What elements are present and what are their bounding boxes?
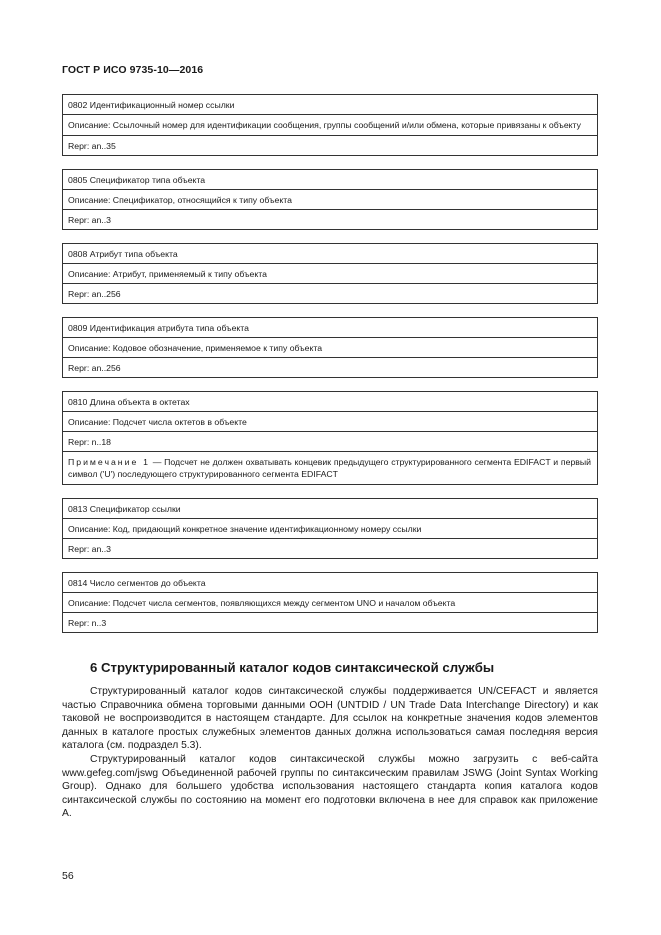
element-repr: Repr: an..256 [63,358,597,378]
element-table-0809 [62,317,598,378]
element-repr: Repr: n..18 [63,432,597,452]
paragraph: Структурированный каталог кодов синтаксической службы можно загрузить с веб-сайта www.gefeg.com/jswg Объединенной рабочей группы по синтаксическим правилам JSWG (Joint Syntax Working Group). Однако для большего удобства использования настоящего стандарта копия каталога кодов синтаксической службы по состоянию на момент его подготовки включена в нее для справок как приложение А. [62,753,598,820]
element-table-0808 [62,243,598,304]
element-title: 0809 Идентификация атрибута типа объекта [63,318,597,338]
element-title: 0813 Спецификатор ссылки [63,499,597,519]
element-title: 0805 Спецификатор типа объекта [63,170,597,190]
element-description: Описание: Кодовое обозначение, применяемое к типу объекта [63,338,597,358]
element-description: Описание: Спецификатор, относящийся к типу объекта [63,190,597,210]
element-title: 0810 Длина объекта в октетах [63,392,597,412]
element-repr: Repr: an..3 [63,210,597,230]
element-table-0814 [62,572,598,633]
element-repr: Repr: an..3 [63,539,597,559]
element-note [63,452,597,485]
element-repr: Repr: an..35 [63,136,597,156]
element-description: Описание: Ссылочный номер для идентификации сообщения, группы сообщений и/или обмена, которые привязаны к объекту [63,115,597,136]
element-repr: Repr: an..256 [63,284,597,304]
note-text: — Подсчет не должен охватывать концевик предыдущего структурированного сегмента EDIFACT и первый символ ('U') последующего структурированного сегмента EDIFACT [68,457,592,479]
element-title: 0802 Идентификационный номер ссылки [63,95,597,115]
element-description: Описание: Атрибут, применяемый к типу объекта [63,264,597,284]
element-repr: Repr: n..3 [63,613,597,633]
element-title: 0814 Число сегментов до объекта [63,573,597,593]
element-description: Описание: Код, придающий конкретное значение идентификационному номеру ссылки [63,519,597,539]
document-header: ГОСТ Р ИСО 9735-10—2016 [62,64,204,76]
element-table-0802 [62,94,598,156]
note-label: Примечание 1 [68,457,150,467]
section-heading: 6 Структурированный каталог кодов синтаксической службы [90,660,495,675]
element-table-0805 [62,169,598,230]
element-table-0813 [62,498,598,559]
section-body [62,685,598,821]
element-table-0810 [62,391,598,485]
element-description: Описание: Подсчет числа октетов в объекте [63,412,597,432]
element-description: Описание: Подсчет числа сегментов, появляющихся между сегментом UNO и началом объекта [63,593,597,613]
paragraph: Структурированный каталог кодов синтаксической службы поддерживается UN/CEFACT и является частью Справочника обмена торговыми данными ООН (UNTDID / UN Trade Data Interchange Directory) и как таковой не воспроизводится в настоящем стандарте. Для ссылок на конкретные значения кодов элементов данных в каталоге простых служебных элементов данных должна использоваться самая последняя версия каталога (см. подраздел 5.3). [62,686,598,752]
element-title: 0808 Атрибут типа объекта [63,244,597,264]
data-elements-list [62,94,598,646]
page-number: 56 [62,870,74,882]
